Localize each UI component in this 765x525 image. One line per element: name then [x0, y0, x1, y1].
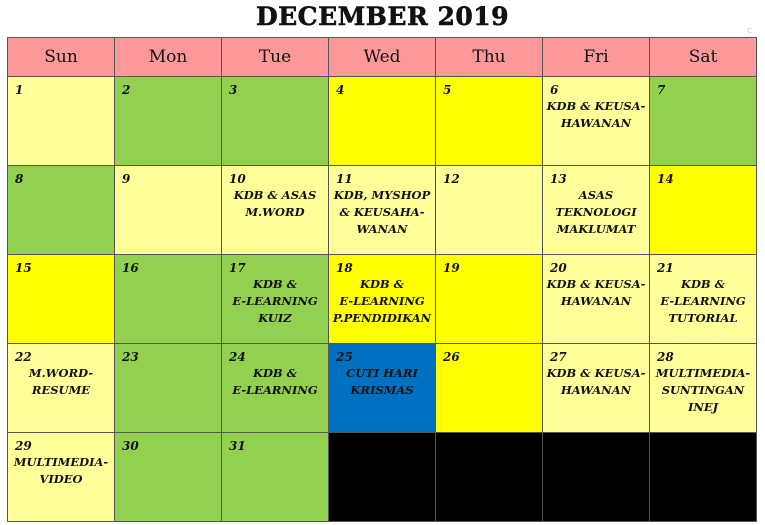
day-event: KDB, MYSHOP & KEUSAHA- WANAN	[333, 188, 431, 236]
day-cell-4[interactable]	[329, 77, 436, 166]
week-row	[8, 255, 757, 344]
day-number: 7	[657, 83, 666, 97]
day-event: ASAS TEKNOLOGI MAKLUMAT	[555, 188, 637, 236]
day-number: 16	[122, 261, 139, 275]
day-cell-15[interactable]	[8, 255, 115, 344]
week-row	[8, 166, 757, 255]
weekday-header-sun: Sun	[8, 38, 115, 77]
day-number: 19	[443, 261, 460, 275]
day-number: 22	[15, 350, 32, 364]
day-cell-16[interactable]	[115, 255, 222, 344]
day-number: 25	[336, 350, 353, 364]
day-cell-3[interactable]	[222, 77, 329, 166]
day-cell-28[interactable]	[650, 344, 757, 433]
day-cell-29[interactable]	[8, 433, 115, 522]
day-event: KDB & E-LEARNING P.PENDIDIKAN	[332, 277, 432, 325]
empty-day-cell[interactable]	[543, 433, 650, 522]
day-cell-14[interactable]	[650, 166, 757, 255]
day-cell-8[interactable]	[8, 166, 115, 255]
day-number: 6	[550, 83, 559, 97]
day-number: 18	[336, 261, 353, 275]
day-number: 4	[336, 83, 345, 97]
day-cell-2[interactable]	[115, 77, 222, 166]
day-event: MULTIMEDIA- VIDEO	[13, 455, 109, 486]
weekday-header-row	[8, 38, 757, 77]
day-number: 29	[15, 439, 32, 453]
day-event: KDB & E-LEARNING	[232, 366, 318, 397]
day-number: 23	[122, 350, 139, 364]
day-event: KDB & ASAS M.WORD	[233, 188, 317, 219]
day-number: 1	[15, 83, 24, 97]
day-number: 21	[657, 261, 674, 275]
week-row	[8, 344, 757, 433]
day-cell-27[interactable]	[543, 344, 650, 433]
day-cell-12[interactable]	[436, 166, 543, 255]
day-number: 11	[336, 172, 353, 186]
weekday-header-tue: Tue	[222, 38, 329, 77]
corner-mark: c	[747, 26, 752, 36]
empty-day-cell[interactable]	[650, 433, 757, 522]
day-cell-7[interactable]	[650, 77, 757, 166]
weekday-header-sat: Sat	[650, 38, 757, 77]
day-number: 10	[229, 172, 246, 186]
day-event: KDB & KEUSA- HAWANAN	[546, 277, 646, 308]
day-number: 8	[15, 172, 24, 186]
week-row	[8, 433, 757, 522]
day-cell-18[interactable]	[329, 255, 436, 344]
day-number: 20	[550, 261, 567, 275]
calendar-body	[8, 77, 757, 522]
weekday-header-fri: Fri	[543, 38, 650, 77]
weekday-header-wed: Wed	[329, 38, 436, 77]
day-cell-17[interactable]	[222, 255, 329, 344]
day-number: 5	[443, 83, 452, 97]
week-row	[8, 77, 757, 166]
weekday-header-thu: Thu	[436, 38, 543, 77]
calendar-title: DECEMBER 2019	[255, 2, 510, 31]
day-cell-24[interactable]	[222, 344, 329, 433]
day-event: MULTIMEDIA- SUNTINGAN INEJ	[655, 366, 751, 414]
day-cell-30[interactable]	[115, 433, 222, 522]
empty-day-cell[interactable]	[329, 433, 436, 522]
day-cell-11[interactable]	[329, 166, 436, 255]
day-cell-13[interactable]	[543, 166, 650, 255]
day-number: 26	[443, 350, 460, 364]
day-cell-26[interactable]	[436, 344, 543, 433]
day-number: 30	[122, 439, 139, 453]
day-number: 3	[229, 83, 238, 97]
day-number: 15	[15, 261, 32, 275]
day-number: 9	[122, 172, 131, 186]
day-number: 27	[550, 350, 567, 364]
day-cell-22[interactable]	[8, 344, 115, 433]
calendar-grid	[7, 37, 757, 522]
day-cell-1[interactable]	[8, 77, 115, 166]
day-cell-6[interactable]	[543, 77, 650, 166]
day-event: M.WORD- RESUME	[28, 366, 94, 397]
day-cell-10[interactable]	[222, 166, 329, 255]
day-cell-21[interactable]	[650, 255, 757, 344]
empty-day-cell[interactable]	[436, 433, 543, 522]
day-number: 2	[122, 83, 131, 97]
day-number: 17	[229, 261, 246, 275]
day-number: 28	[657, 350, 674, 364]
day-cell-9[interactable]	[115, 166, 222, 255]
day-number: 31	[229, 439, 246, 453]
day-cell-5[interactable]	[436, 77, 543, 166]
day-number: 13	[550, 172, 567, 186]
day-cell-20[interactable]	[543, 255, 650, 344]
day-event: KDB & KEUSA- HAWANAN	[546, 99, 646, 130]
day-event: KDB & E-LEARNING KUIZ	[232, 277, 318, 325]
day-event: KDB & KEUSA- HAWANAN	[546, 366, 646, 397]
weekday-header-mon: Mon	[115, 38, 222, 77]
day-cell-25[interactable]	[329, 344, 436, 433]
day-cell-19[interactable]	[436, 255, 543, 344]
day-event: CUTI HARI KRISMAS	[346, 366, 418, 397]
day-number: 12	[443, 172, 460, 186]
day-number: 14	[657, 172, 674, 186]
day-cell-31[interactable]	[222, 433, 329, 522]
day-number: 24	[229, 350, 246, 364]
day-event: KDB & E-LEARNING TUTORIAL	[660, 277, 746, 325]
day-cell-23[interactable]	[115, 344, 222, 433]
